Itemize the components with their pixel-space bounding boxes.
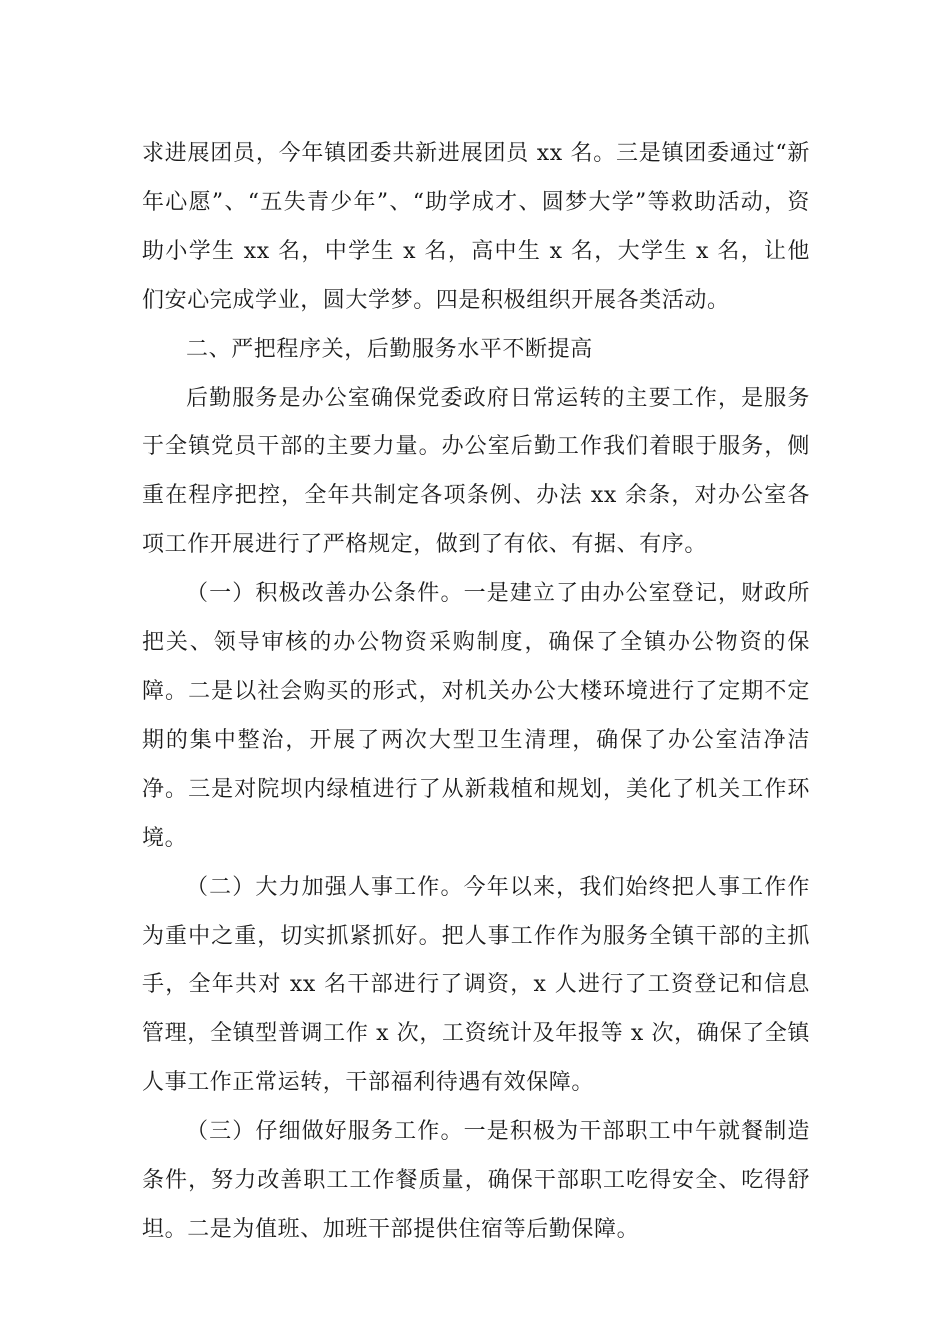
paragraph-continuation: 求进展团员，今年镇团委共新进展团员 xx 名。三是镇团委通过“新年心愿”、“五失青少年”、“助学成才、圆梦大学”等救助活动，资助小学生 xx 名，中学生 x 名，高中生 x 名，大学生 x 名，让他们安心完成学业，圆大学梦。四是积极组织开展各类活动。 (142, 141, 810, 313)
paragraph-service-work: （三）仔细做好服务工作。一是积极为干部职工中午就餐制造条件，努力改善职工工作餐质量，确保干部职工吃得安全、吃得舒坦。二是为值班、加班干部提供住宿等后勤保障。 (142, 1119, 810, 1242)
paragraph-logistics-intro: 后勤服务是办公室确保党委政府日常运转的主要工作，是服务于全镇党员干部的主要力量。办公室后勤工作我们着眼于服务，侧重在程序把控，全年共制定各项条例、办法 xx 余条，对办公室各项工作开展进行了严格规定，做到了有依、有据、有序。 (142, 385, 810, 558)
section-heading: 二、严把程序关，后勤服务水平不断提高 (186, 336, 593, 362)
document-body (142, 130, 810, 1255)
paragraph-personnel-work: （二）大力加强人事工作。今年以来，我们始终把人事工作作为重中之重，切实抓紧抓好。把人事工作作为服务全镇干部的主抓手，全年共对 xx 名干部进行了调资，x 人进行了工资登记和信息管理，全镇型普调工作 x 次，工资统计及年报等 x 次，确保了全镇人事工作正常运转，干部福利待遇有效保障。 (142, 874, 810, 1096)
paragraph-office-conditions: （一）积极改善办公条件。一是建立了由办公室登记，财政所把关、领导审核的办公物资采购制度，确保了全镇办公物资的保障。二是以社会购买的形式，对机关办公大楼环境进行了定期不定期的集中整治，开展了两次大型卫生清理，确保了办公室洁净洁净。三是对院坝内绿植进行了从新栽植和规划，美化了机关工作环境。 (142, 581, 810, 851)
